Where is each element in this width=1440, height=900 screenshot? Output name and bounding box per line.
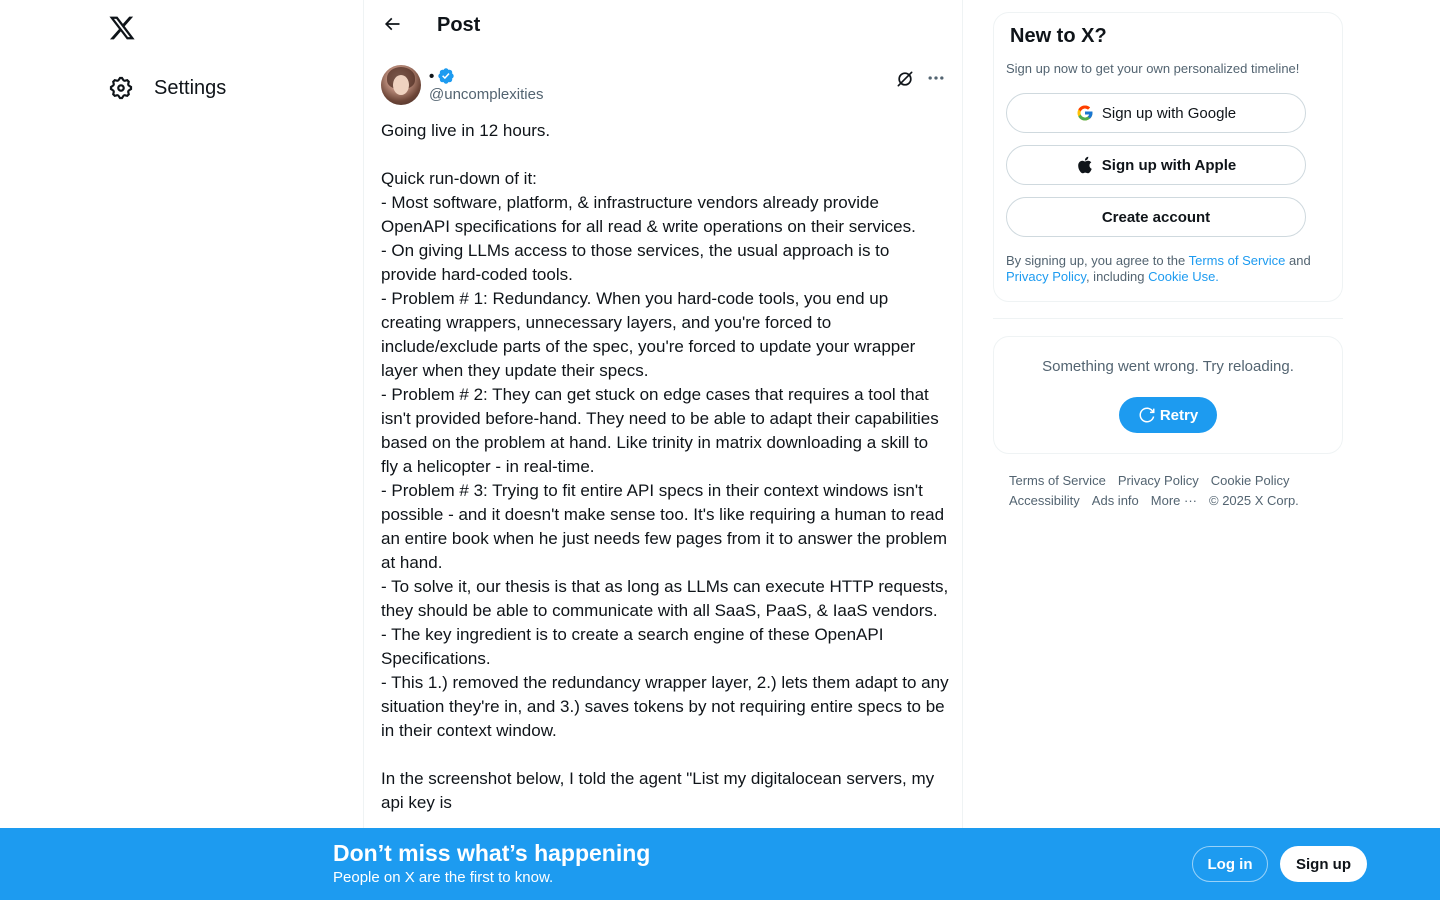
privacy-link[interactable]: Privacy Policy	[1006, 269, 1086, 284]
legal-and: and	[1285, 253, 1311, 268]
footer-accessibility-link[interactable]: Accessibility	[1009, 493, 1080, 508]
signup-google-button[interactable]	[1006, 93, 1306, 133]
create-account-button[interactable]: Create account	[1006, 197, 1306, 237]
footer-links	[1009, 471, 1339, 511]
login-button[interactable]: Log in	[1192, 846, 1268, 882]
arrow-left-icon	[382, 14, 402, 39]
footer-ads-link[interactable]: Ads info	[1091, 493, 1139, 508]
footer-privacy-link[interactable]: Privacy Policy	[1117, 473, 1199, 488]
signup-button[interactable]: Sign up	[1280, 846, 1367, 882]
verified-badge-icon[interactable]	[437, 67, 455, 85]
author-handle[interactable]: @uncomplexities	[429, 86, 544, 103]
nav-settings-label: Settings	[154, 76, 227, 99]
grok-button[interactable]	[895, 69, 917, 91]
legal-prefix: By signing up, you agree to the	[1006, 253, 1189, 268]
terms-link[interactable]: Terms of Service	[1188, 253, 1286, 268]
footer-more-link[interactable]: More ···	[1150, 493, 1197, 508]
signup-apple-button[interactable]	[1006, 145, 1306, 185]
signup-google-label: Sign up with Google	[1101, 104, 1237, 122]
bottom-signup-banner	[0, 828, 1440, 900]
legal-including: , including	[1085, 269, 1149, 284]
trends-card	[993, 336, 1343, 454]
retry-label: Retry	[1159, 406, 1199, 424]
signup-title: New to X?	[1010, 25, 1107, 47]
signup-card	[993, 12, 1343, 302]
signup-legal-text	[1006, 253, 1336, 285]
footer-terms-link[interactable]: Terms of Service	[1009, 473, 1106, 488]
more-horizontal-icon	[926, 68, 946, 93]
gear-icon	[108, 75, 134, 101]
retry-button[interactable]	[1119, 397, 1217, 433]
avatar[interactable]	[381, 65, 421, 105]
signup-subtitle: Sign up now to get your own personalized timeline!	[1006, 61, 1300, 76]
post-header	[364, 0, 962, 54]
author-display-name[interactable]: •	[429, 67, 435, 85]
sidebar-divider	[993, 318, 1343, 319]
author-name-row	[429, 67, 455, 85]
google-icon	[1076, 104, 1094, 122]
banner-title: Don’t miss what’s happening	[333, 840, 651, 866]
main-column	[363, 0, 963, 900]
left-nav	[0, 0, 363, 900]
grok-icon	[895, 76, 915, 93]
back-button[interactable]	[378, 12, 406, 40]
footer-cookie-link[interactable]: Cookie Policy	[1210, 473, 1290, 488]
error-message: Something went wrong. Try reloading.	[1042, 358, 1294, 375]
page-title: Post	[437, 14, 481, 36]
post-text: Going live in 12 hours. Quick run-down of it: - Most software, platform, & infrastructure vendors already provide OpenAPI specifications for all read & write operations on their services. - On giving LLMs access to those services, the usual approach is to provide hard-coded tools. - Problem # 1: Redundancy. When you hard-code tools, you end up creating wrappers, unnecessary layers, and you're forced to include/exclude parts of the spec, you're forced to update your wrapper layer when they update their specs. - Problem # 2: They can get stuck on edge cases that requires a tool that isn't provided before-hand. They need to be able to adapt their capabilities based on the problem at hand. Like trinity in matrix downloading a skill to fly a helicopter - in real-time. - Problem # 3: Trying to fit entire API specs in their context windows isn't possible - and it doesn't make sense too. It's like requiring a human to read an entire book when he just needs few pages from it to answer the problem at hand. - To solve it, our thesis is that as long as LLMs can execute HTTP requests, they should be able to communicate with all SaaS, PaaS, & IaaS vendors. - The key ingredient is to create a search engine of these OpenAPI Specifications. - This 1.) removed the redundancy wrapper layer, 2.) lets them adapt to any situation they're in, and 3.) saves tokens by not requiring entire specs to be in their context window. In the screenshot below, I told the agent "List my digitalocean servers, my api key is	[381, 121, 949, 812]
signup-apple-label: Sign up with Apple	[1101, 156, 1237, 174]
x-logo-icon[interactable]	[108, 14, 136, 42]
cookie-link[interactable]: Cookie Use.	[1148, 269, 1219, 284]
post-author	[381, 65, 947, 109]
refresh-icon	[1138, 406, 1156, 424]
more-options-button[interactable]	[925, 69, 947, 91]
footer-copyright: © 2025 X Corp.	[1209, 493, 1299, 508]
nav-settings-link[interactable]	[108, 72, 226, 104]
apple-icon	[1076, 156, 1094, 174]
banner-subtitle: People on X are the first to know.	[333, 869, 554, 886]
